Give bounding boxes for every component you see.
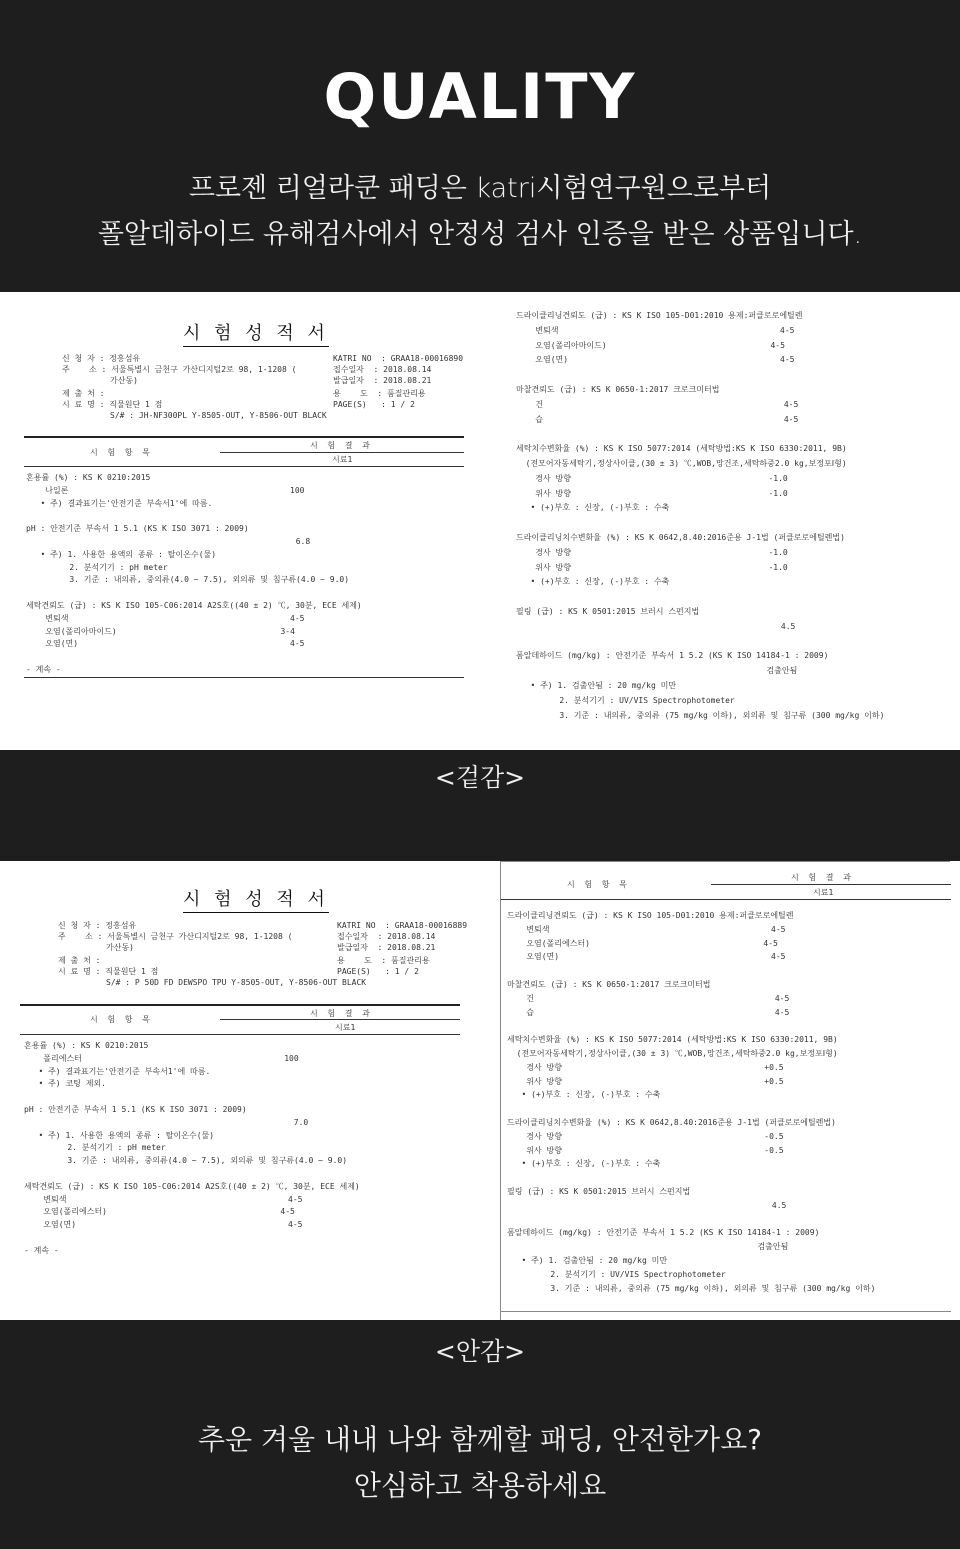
result-line: 필링 (급) : KS K 0501:2015 브러시 스펀지법 xyxy=(516,607,700,616)
result-line: 드라이클리닝치수변화율 (%) : KS K 0642,8.40:2016준용 J-1법 (퍼클로로에틸렌법) xyxy=(507,1118,836,1127)
report-page-left xyxy=(10,292,480,750)
result-line: 세탁치수변화율 (%) : KS K ISO 5077:2014 (세탁방법:KS K ISO 6330:2011, 9B) xyxy=(516,444,847,454)
header-bottom-rule xyxy=(501,899,951,900)
submitter: 제 출 처 : xyxy=(62,389,105,398)
result-line: - 계속 - xyxy=(26,665,61,674)
result-line: 7.0 xyxy=(24,1117,309,1127)
header-rule xyxy=(220,1019,460,1020)
result-line: 경사 방향 -1.0 xyxy=(516,473,788,483)
page-bottom-rule xyxy=(501,1311,951,1312)
result-line: pH : 안전기준 부속서 1 5.1 (KS K ISO 3071 : 2009) xyxy=(24,1105,247,1114)
result-line: • 주) 결과표기는'안전기준 부속서1'에 따름. xyxy=(26,498,213,508)
result-line: 오염(폴리아마이드) 3-4 xyxy=(26,626,295,636)
intro-line-1: 프로젠 리얼라쿤 패딩은 katri시험연구원으로부터 xyxy=(188,173,772,204)
page-count: PAGE(S) : 1 / 2 xyxy=(333,400,415,409)
result-line: 2. 분석기기 : UV/VIS Spectrophotometer xyxy=(507,1269,726,1279)
report-page-left xyxy=(10,861,480,1320)
quality-title: QUALITY xyxy=(323,60,637,133)
table-top-rule xyxy=(20,1004,460,1006)
result-line: 오염(면) 4-5 xyxy=(507,952,786,962)
closing-line-2: 안심하고 착용하세요 xyxy=(353,1469,607,1502)
page-count: PAGE(S) : 1 / 2 xyxy=(337,967,419,976)
result-line: 혼용률 (%) : KS K 0210:2015 xyxy=(26,473,151,482)
result-line: 위사 방향 +0.5 xyxy=(507,1076,784,1086)
header-rule xyxy=(220,452,464,453)
issued-date: 발급일자 : 2018.08.21 xyxy=(333,376,432,385)
address-cont: 가산동) xyxy=(106,943,135,952)
sample-name: 시 료 명 : 직물원단 1 점 xyxy=(62,400,163,409)
address: 주 소 : 서울특별시 금천구 가산디지털2로 98, 1-1208 ( xyxy=(58,932,293,941)
applicant: 신 청 자 : 정흥섬유 xyxy=(58,921,137,930)
result-line: 4.5 xyxy=(507,1200,787,1210)
result-line: 오염(면) 4-5 xyxy=(516,355,795,365)
result-line: 드라이클리닝견뢰도 (급) : KS K ISO 105-D01:2010 용제:퍼클로로에틸렌 xyxy=(507,911,794,920)
result-line: 세탁견뢰도 (급) : KS K ISO 105-C06:2014 A2S호((40 ± 2) ℃, 30분, ECE 세제) xyxy=(24,1181,360,1191)
result-line: 오염(면) 4-5 xyxy=(26,639,305,649)
result-line: 2. 분석기기 : pH meter xyxy=(26,562,168,572)
result-line: 필링 (급) : KS K 0501:2015 브러시 스펀지법 xyxy=(507,1187,691,1196)
caption-outer: <겉감> xyxy=(434,763,526,792)
result-line: 오염(면) 4-5 xyxy=(24,1220,303,1230)
result-line: 드라이클리닝견뢰도 (급) : KS K ISO 105-D01:2010 용제:퍼클로로에틸렌 xyxy=(516,311,803,320)
result-line: pH : 안전기준 부속서 1 5.1 (KS K ISO 3071 : 2009) xyxy=(26,524,249,534)
result-line: • (+)부호 : 신장, (-)부호 : 수축 xyxy=(507,1090,661,1100)
sample-sn: S/# : P 50D FD DEWSPO TPU Y-8505-OUT, Y-8506-OUT BLACK xyxy=(106,978,367,987)
col-items: 시 험 항 목 xyxy=(90,1015,150,1024)
report-page-right xyxy=(500,292,950,750)
usage: 용 도 : 품질관리용 xyxy=(337,956,430,965)
sample-sn: S/# : JH-NF300PL Y-8505-OUT, Y-8506-OUT BLACK xyxy=(110,411,327,420)
report-title: 시 험 성 적 서 xyxy=(183,885,329,913)
col-sample: 시료1 xyxy=(332,455,353,464)
result-line: • 주) 1. 사용한 용액의 종류 : 탈이온수(물) xyxy=(24,1130,215,1140)
col-items: 시 험 항 목 xyxy=(90,448,150,457)
usage: 용 도 : 품질관리용 xyxy=(333,389,426,398)
issued-date: 발급일자 : 2018.08.21 xyxy=(337,943,436,952)
caption-lining: <안감> xyxy=(434,1337,526,1366)
received-date: 접수일자 : 2018.08.14 xyxy=(337,932,436,941)
result-line: 마찰견뢰도 (급) : KS K 0650-1:2017 크로크미터법 xyxy=(516,385,720,394)
result-line: • 주) 1. 검출안됨 : 20 mg/kg 미만 xyxy=(507,1256,668,1265)
col-result: 시 험 결 과 xyxy=(310,1009,370,1018)
result-line: 경사 방향 -0.5 xyxy=(507,1131,784,1141)
col-result: 시 험 결 과 xyxy=(310,441,370,450)
result-line: 3. 기준 : 내의류, 중의류(4.0 ~ 7.5), 외의류 및 침구류(4.0 ~ 9.0) xyxy=(24,1156,348,1166)
received-date: 접수일자 : 2018.08.14 xyxy=(333,365,432,374)
result-line: 검출안됨 xyxy=(507,1242,789,1252)
result-line: • (+)부호 : 신장, (-)부호 : 수축 xyxy=(516,577,670,587)
result-line: 폼알데하이드 (mg/kg) : 안전기준 부속서 1 5.2 (KS K ISO 14184-1 : 2009) xyxy=(507,1228,820,1238)
col-result: 시 험 결 과 xyxy=(791,873,851,882)
col-sample: 시료1 xyxy=(335,1023,356,1032)
result-line: 위사 방향 -1.0 xyxy=(516,488,788,498)
address: 주 소 : 서울특별시 금천구 가산디지털2로 98, 1-1208 ( xyxy=(62,365,297,374)
result-line: 변퇴색 4-5 xyxy=(26,613,305,623)
table-top-rule xyxy=(24,436,464,438)
result-line: 2. 분석기기 : pH meter xyxy=(24,1143,166,1153)
hero-section xyxy=(0,0,960,292)
katri-no: KATRI NO : GRAA18-00016890 xyxy=(333,354,464,363)
result-line: • 주) 1. 사용한 용액의 종류 : 탈이온수(물) xyxy=(26,549,217,559)
result-line: 경사 방향 -1.0 xyxy=(516,547,788,557)
table-bottom-rule xyxy=(24,677,464,678)
result-line: 폼알데하이드 (mg/kg) : 안전기준 부속서 1 5.2 (KS K ISO 14184-1 : 2009) xyxy=(516,651,829,661)
result-line: 마찰견뢰도 (급) : KS K 0650-1:2017 크로크미터법 xyxy=(507,980,711,989)
header-bottom-rule xyxy=(20,1034,460,1035)
result-line: 6.8 xyxy=(26,537,311,546)
result-line: (전모어자동세탁기,정상사이클,(30 ± 3) ℃,WOB,망건조,세탁하중2.0 kg,보정포Ⅰ형) xyxy=(507,1049,838,1058)
result-line: 변퇴색 4-5 xyxy=(516,325,795,335)
header-rule xyxy=(711,884,951,885)
result-line: 오염(폴리아마이드) 4-5 xyxy=(516,340,785,350)
result-line: 드라이클리닝치수변화율 (%) : KS K 0642,8.40:2016준용 J-1법 (퍼클로로에틸렌법) xyxy=(516,533,845,542)
result-line: 3. 기준 : 내의류, 중의류(4.0 ~ 7.5), 외의류 및 침구류(4.0 ~ 9.0) xyxy=(26,575,350,585)
result-line: 경사 방향 +0.5 xyxy=(507,1062,784,1072)
result-line: 건 4-5 xyxy=(516,399,799,409)
result-line: 습 4-5 xyxy=(516,414,799,424)
result-line: - 계속 - xyxy=(24,1245,59,1255)
test-report-lining xyxy=(0,861,960,1320)
result-line: 위사 방향 -1.0 xyxy=(516,562,788,572)
intro-line-2: 폴알데하이드 유해검사에서 안정성 검사 인증을 받은 상품입니다. xyxy=(97,219,863,250)
result-line: 건 4-5 xyxy=(507,993,790,1003)
result-line: 위사 방향 -0.5 xyxy=(507,1145,784,1155)
result-line: 세탁견뢰도 (급) : KS K ISO 105-C06:2014 A2S호((40 ± 2) ℃, 30분, ECE 세제) xyxy=(26,601,362,610)
col-items: 시 험 항 목 xyxy=(567,880,627,889)
report-page-right xyxy=(500,861,950,1320)
report-title: 시 험 성 적 서 xyxy=(183,319,329,347)
result-line: 폴리에스터 100 xyxy=(24,1053,299,1063)
result-line: 혼용률 (%) : KS K 0210:2015 xyxy=(24,1041,149,1050)
result-line: (전모어자동세탁기,정상사이클,(30 ± 3) ℃,WOB,망건조,세탁하중2.0 kg,보정포Ⅰ형) xyxy=(516,459,847,468)
submitter: 제 출 처 : xyxy=(58,956,101,965)
result-line: 2. 분석기기 : UV/VIS Spectrophotometer xyxy=(516,695,735,705)
header-bottom-rule xyxy=(24,466,464,467)
sample-name: 시 료 명 : 직물원단 1 점 xyxy=(58,967,159,976)
closing-line-1: 추운 겨울 내내 나와 함께할 패딩, 안전한가요? xyxy=(197,1423,763,1456)
result-line: • (+)부호 : 신장, (-)부호 : 수축 xyxy=(516,503,670,513)
katri-no: KATRI NO : GRAA18-00016889 xyxy=(337,921,468,930)
result-line: 오염(폴리에스터) 4-5 xyxy=(24,1207,295,1217)
result-line: 3. 기준 : 내의류, 중의류 (75 mg/kg 이하), 외의류 및 침구류 (300 mg/kg 이하) xyxy=(507,1283,876,1293)
result-line: 오염(폴리에스터) 4-5 xyxy=(507,938,778,948)
address-cont: 가산동) xyxy=(110,376,139,385)
result-line: 변퇴색 4-5 xyxy=(507,924,786,934)
result-line: 습 4-5 xyxy=(507,1007,790,1017)
col-sample: 시료1 xyxy=(813,888,834,897)
result-line: • 주) 결과표기는'안전기준 부속서1'에 따름. xyxy=(24,1066,211,1076)
result-line: 3. 기준 : 내의류, 중의류 (75 mg/kg 이하), 외의류 및 침구류 (300 mg/kg 이하) xyxy=(516,710,885,720)
result-line: 4.5 xyxy=(516,621,796,631)
test-report-outer xyxy=(0,292,960,750)
result-line: 검출안됨 xyxy=(516,666,798,676)
result-line: 세탁치수변화율 (%) : KS K ISO 5077:2014 (세탁방법:KS K ISO 6330:2011, 9B) xyxy=(507,1035,838,1045)
result-line: • 주) 1. 검출안됨 : 20 mg/kg 미만 xyxy=(516,681,677,690)
result-line: • (+)부호 : 신장, (-)부호 : 수축 xyxy=(507,1159,661,1169)
result-line: 변퇴색 4-5 xyxy=(24,1194,303,1204)
applicant: 신 청 자 : 정흥섬유 xyxy=(62,354,141,363)
result-line: • 주) 코팅 제외. xyxy=(24,1079,106,1089)
result-line: 나일론 100 xyxy=(26,485,305,495)
